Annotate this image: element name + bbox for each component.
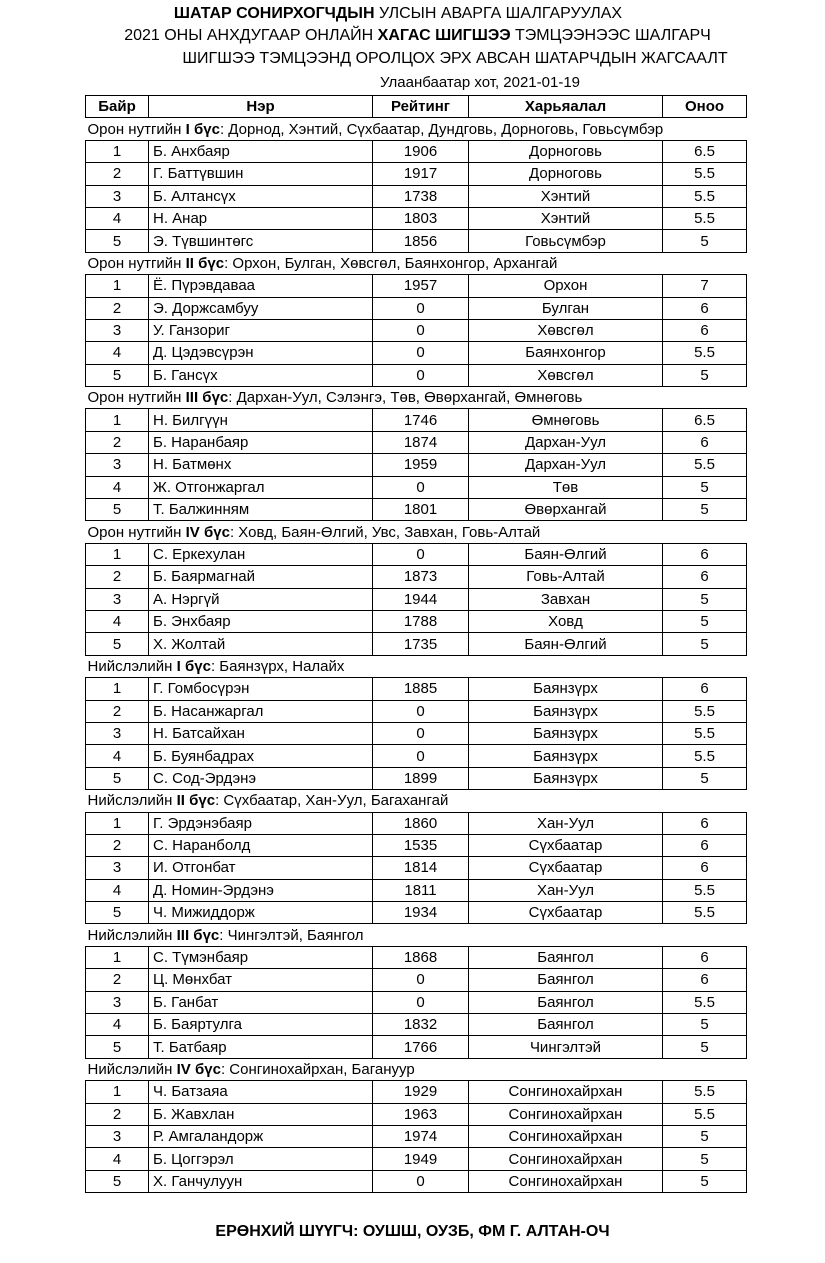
- score-cell: 5.5: [663, 454, 747, 476]
- rating-cell: 1860: [373, 812, 469, 834]
- place-cell: 5: [86, 499, 149, 521]
- place-cell: 3: [86, 991, 149, 1013]
- score-cell: 5.5: [663, 879, 747, 901]
- rating-cell: 1746: [373, 409, 469, 431]
- affiliation-cell: Сүхбаатар: [469, 834, 663, 856]
- rating-cell: 1735: [373, 633, 469, 655]
- section-regions: : Чингэлтэй, Баянгол: [219, 926, 364, 944]
- rating-cell: 1959: [373, 454, 469, 476]
- table-row: [86, 207, 747, 229]
- affiliation-cell: Сүхбаатар: [469, 902, 663, 924]
- table-row: [86, 566, 747, 588]
- table-row: [86, 588, 747, 610]
- name-cell: Б. Энхбаяр: [149, 610, 373, 632]
- affiliation-cell: Баянзүрх: [469, 700, 663, 722]
- rating-cell: 1814: [373, 857, 469, 879]
- col-header-place: Байр: [86, 96, 149, 118]
- col-header-name: Нэр: [149, 96, 373, 118]
- affiliation-cell: Баянзүрх: [469, 745, 663, 767]
- section-zone: III бүс: [176, 926, 220, 944]
- title-line-2-pre: 2021 ОНЫ АНХДУГААР ОНЛАЙН: [124, 27, 378, 44]
- place-cell: 2: [86, 700, 149, 722]
- table-row: [86, 1125, 747, 1147]
- score-cell: 5.5: [663, 1081, 747, 1103]
- section-row: [86, 252, 747, 274]
- section-regions: : Сүхбаатар, Хан-Уул, Багахангай: [215, 792, 449, 810]
- section-regions: : Баянзүрх, Налайх: [210, 657, 345, 675]
- section-prefix: Орон нутгийн: [87, 523, 186, 541]
- rating-cell: 0: [373, 969, 469, 991]
- affiliation-cell: Баянгол: [469, 1014, 663, 1036]
- table-row: [86, 1103, 747, 1125]
- place-cell: 4: [86, 476, 149, 498]
- place-cell: 2: [86, 566, 149, 588]
- rating-cell: 1957: [373, 275, 469, 297]
- section-label: [86, 1058, 747, 1080]
- section-label: [86, 790, 747, 812]
- name-cell: Г. Баттүвшин: [149, 163, 373, 185]
- section-row: [86, 924, 747, 946]
- score-cell: 5: [663, 1014, 747, 1036]
- place-cell: 5: [86, 1036, 149, 1058]
- section-regions: : Орхон, Булган, Хөвсгөл, Баянхонгор, Архангай: [224, 254, 558, 272]
- affiliation-cell: Сонгинохайрхан: [469, 1170, 663, 1192]
- score-cell: 5: [663, 230, 747, 252]
- title-rest: УЛСЫН АВАРГА ШАЛГАРУУЛАХ: [374, 5, 623, 22]
- name-cell: Н. Батмөнх: [149, 454, 373, 476]
- rating-cell: 0: [373, 745, 469, 767]
- section-row: [86, 387, 747, 409]
- rating-cell: 0: [373, 476, 469, 498]
- affiliation-cell: Сонгинохайрхан: [469, 1125, 663, 1147]
- table-row: [86, 1148, 747, 1170]
- name-cell: Ч. Батзаяа: [149, 1081, 373, 1103]
- col-header-affiliation: Харьяалал: [469, 96, 663, 118]
- affiliation-cell: Хан-Уул: [469, 812, 663, 834]
- table-row: [86, 767, 747, 789]
- name-cell: Ж. Отгонжаргал: [149, 476, 373, 498]
- place-cell: 4: [86, 342, 149, 364]
- name-cell: Д. Цэдэвсүрэн: [149, 342, 373, 364]
- rating-cell: 1803: [373, 207, 469, 229]
- score-cell: 5: [663, 1125, 747, 1147]
- name-cell: Х. Ганчулуун: [149, 1170, 373, 1192]
- place-cell: 5: [86, 767, 149, 789]
- section-row: [86, 118, 747, 140]
- affiliation-cell: Дорноговь: [469, 163, 663, 185]
- place-cell: 3: [86, 722, 149, 744]
- place-cell: 4: [86, 1148, 149, 1170]
- section-label: [86, 924, 747, 946]
- name-cell: Ч. Мижиддорж: [149, 902, 373, 924]
- affiliation-cell: Өмнөговь: [469, 409, 663, 431]
- score-cell: 5: [663, 610, 747, 632]
- score-cell: 6: [663, 431, 747, 453]
- name-cell: Б. Буянбадрах: [149, 745, 373, 767]
- name-cell: Б. Ганбат: [149, 991, 373, 1013]
- table-row: [86, 409, 747, 431]
- score-cell: 5: [663, 633, 747, 655]
- score-cell: 5.5: [663, 902, 747, 924]
- place-cell: 4: [86, 207, 149, 229]
- rating-cell: 0: [373, 1170, 469, 1192]
- table-row: [86, 879, 747, 901]
- name-cell: Б. Анхбаяр: [149, 140, 373, 162]
- section-prefix: Орон нутгийн: [87, 254, 186, 272]
- table-row: [86, 454, 747, 476]
- rating-cell: 1885: [373, 678, 469, 700]
- name-cell: Б. Цоггэрэл: [149, 1148, 373, 1170]
- section-row: [86, 1058, 747, 1080]
- rating-cell: 1899: [373, 767, 469, 789]
- score-cell: 6: [663, 678, 747, 700]
- affiliation-cell: Сонгинохайрхан: [469, 1081, 663, 1103]
- place-cell: 3: [86, 185, 149, 207]
- affiliation-cell: Баянзүрх: [469, 722, 663, 744]
- place-cell: 5: [86, 364, 149, 386]
- rating-cell: 1963: [373, 1103, 469, 1125]
- place-cell: 3: [86, 454, 149, 476]
- rating-cell: 1832: [373, 1014, 469, 1036]
- section-prefix: Нийслэлийн: [87, 657, 177, 675]
- score-cell: 5.5: [663, 207, 747, 229]
- rating-cell: 1974: [373, 1125, 469, 1147]
- table-row: [86, 342, 747, 364]
- rating-cell: 1944: [373, 588, 469, 610]
- name-cell: Ё. Пүрэвдаваа: [149, 275, 373, 297]
- name-cell: Б. Гансүх: [149, 364, 373, 386]
- section-zone: IV бүс: [185, 523, 230, 541]
- score-cell: 5: [663, 1148, 747, 1170]
- place-cell: 1: [86, 812, 149, 834]
- rating-cell: 1929: [373, 1081, 469, 1103]
- score-cell: 5.5: [663, 991, 747, 1013]
- affiliation-cell: Баянхонгор: [469, 342, 663, 364]
- name-cell: С. Наранболд: [149, 834, 373, 856]
- score-cell: 6: [663, 946, 747, 968]
- score-cell: 6: [663, 857, 747, 879]
- name-cell: Б. Баяртулга: [149, 1014, 373, 1036]
- score-cell: 5.5: [663, 745, 747, 767]
- affiliation-cell: Төв: [469, 476, 663, 498]
- score-cell: 5.5: [663, 163, 747, 185]
- rating-cell: 0: [373, 342, 469, 364]
- place-cell: 4: [86, 879, 149, 901]
- place-cell: 1: [86, 543, 149, 565]
- rating-cell: 0: [373, 991, 469, 1013]
- rating-cell: 0: [373, 722, 469, 744]
- affiliation-cell: Хөвсгөл: [469, 364, 663, 386]
- score-cell: 5: [663, 476, 747, 498]
- affiliation-cell: Сонгинохайрхан: [469, 1148, 663, 1170]
- place-cell: 3: [86, 1125, 149, 1147]
- rating-cell: 0: [373, 543, 469, 565]
- affiliation-cell: Хэнтий: [469, 185, 663, 207]
- affiliation-cell: Дархан-Уул: [469, 454, 663, 476]
- name-cell: Н. Билгүүн: [149, 409, 373, 431]
- score-cell: 5: [663, 1036, 747, 1058]
- name-cell: А. Нэргүй: [149, 588, 373, 610]
- table-row: [86, 1081, 747, 1103]
- place-cell: 2: [86, 163, 149, 185]
- score-cell: 6.5: [663, 140, 747, 162]
- score-cell: 5: [663, 588, 747, 610]
- score-cell: 5: [663, 364, 747, 386]
- name-cell: У. Ганзориг: [149, 319, 373, 341]
- score-cell: 6: [663, 812, 747, 834]
- name-cell: Б. Наранбаяр: [149, 431, 373, 453]
- section-row: [86, 790, 747, 812]
- name-cell: Н. Анар: [149, 207, 373, 229]
- score-cell: 5: [663, 1170, 747, 1192]
- table-row: [86, 834, 747, 856]
- name-cell: Г. Эрдэнэбаяр: [149, 812, 373, 834]
- score-cell: 5.5: [663, 185, 747, 207]
- table-row: [86, 1014, 747, 1036]
- score-cell: 6: [663, 543, 747, 565]
- title-bold: ШАТАР СОНИРХОГЧДЫН: [173, 5, 375, 22]
- place-cell: 3: [86, 588, 149, 610]
- rating-cell: 1934: [373, 902, 469, 924]
- score-cell: 6: [663, 834, 747, 856]
- table-row: [86, 275, 747, 297]
- rating-cell: 1766: [373, 1036, 469, 1058]
- name-cell: Э. Доржсамбуу: [149, 297, 373, 319]
- rating-cell: 1868: [373, 946, 469, 968]
- results-table: [85, 95, 747, 1193]
- place-cell: 5: [86, 902, 149, 924]
- rating-cell: 1856: [373, 230, 469, 252]
- name-cell: Н. Батсайхан: [149, 722, 373, 744]
- title-line-2-post: ТЭМЦЭЭНЭЭС ШАЛГАРЧ: [510, 27, 711, 44]
- table-row: [86, 163, 747, 185]
- score-cell: 6: [663, 969, 747, 991]
- table-row: [86, 946, 747, 968]
- name-cell: Б. Баярмагнай: [149, 566, 373, 588]
- place-cell: 3: [86, 319, 149, 341]
- table-row: [86, 969, 747, 991]
- section-prefix: Нийслэлийн: [87, 1060, 177, 1078]
- score-cell: 5.5: [663, 1103, 747, 1125]
- affiliation-cell: Сүхбаатар: [469, 857, 663, 879]
- place-cell: 5: [86, 633, 149, 655]
- title-line-3: ШИГШЭЭ ТЭМЦЭЭНД ОРОЛЦОХ ЭРХ АВСАН ШАТАРЧДЫН ЖАГСААЛТ: [182, 50, 728, 67]
- section-prefix: Орон нутгийн: [87, 389, 186, 407]
- place-cell: 2: [86, 431, 149, 453]
- col-header-rating: Рейтинг: [373, 96, 469, 118]
- place-cell: 4: [86, 610, 149, 632]
- table-row: [86, 230, 747, 252]
- table-row: [86, 857, 747, 879]
- section-prefix: Нийслэлийн: [87, 926, 177, 944]
- affiliation-cell: Хан-Уул: [469, 879, 663, 901]
- rating-cell: 1811: [373, 879, 469, 901]
- section-regions: : Ховд, Баян-Өлгий, Увс, Завхан, Говь-Алтай: [229, 523, 541, 541]
- table-row: [86, 476, 747, 498]
- section-prefix: Нийслэлийн: [87, 792, 177, 810]
- rating-cell: 1906: [373, 140, 469, 162]
- table-row: [86, 745, 747, 767]
- score-cell: 6: [663, 319, 747, 341]
- col-header-score: Оноо: [663, 96, 747, 118]
- section-label: [86, 118, 747, 140]
- place-cell: 5: [86, 1170, 149, 1192]
- affiliation-cell: Орхон: [469, 275, 663, 297]
- affiliation-cell: Баян-Өлгий: [469, 633, 663, 655]
- table-row: [86, 812, 747, 834]
- affiliation-cell: Баянзүрх: [469, 678, 663, 700]
- name-cell: Б. Насанжаргал: [149, 700, 373, 722]
- place-cell: 1: [86, 1081, 149, 1103]
- table-row: [86, 902, 747, 924]
- place-cell: 1: [86, 140, 149, 162]
- rating-cell: 1535: [373, 834, 469, 856]
- table-row: [86, 297, 747, 319]
- rating-cell: 1874: [373, 431, 469, 453]
- table-row: [86, 991, 747, 1013]
- rating-cell: 1873: [373, 566, 469, 588]
- place-cell: 4: [86, 1014, 149, 1036]
- place-cell: 2: [86, 297, 149, 319]
- chief-arbiter: ЕРӨНХИЙ ШҮҮГЧ: ОУШШ, ОУЗБ, ФМ Г. АЛТАН-ОЧ: [215, 1223, 610, 1240]
- rating-cell: 0: [373, 319, 469, 341]
- table-row: [86, 678, 747, 700]
- place-cell: 1: [86, 275, 149, 297]
- affiliation-cell: Баян-Өлгий: [469, 543, 663, 565]
- name-cell: Д. Номин-Эрдэнэ: [149, 879, 373, 901]
- rating-cell: 1801: [373, 499, 469, 521]
- location-date: Улаанбаатар хот, 2021-01-19: [379, 74, 581, 91]
- place-cell: 2: [86, 834, 149, 856]
- table-row: [86, 1036, 747, 1058]
- name-cell: Г. Гомбосүрэн: [149, 678, 373, 700]
- rating-cell: 0: [373, 700, 469, 722]
- rating-cell: 0: [373, 297, 469, 319]
- table-row: [86, 364, 747, 386]
- affiliation-cell: Чингэлтэй: [469, 1036, 663, 1058]
- table-row: [86, 610, 747, 632]
- section-label: [86, 521, 747, 543]
- title-line-2: [0, 26, 825, 46]
- score-cell: 6.5: [663, 409, 747, 431]
- affiliation-cell: Хэнтий: [469, 207, 663, 229]
- place-cell: 4: [86, 745, 149, 767]
- table-row: [86, 140, 747, 162]
- affiliation-cell: Баянгол: [469, 969, 663, 991]
- place-cell: 5: [86, 230, 149, 252]
- score-cell: 5.5: [663, 722, 747, 744]
- place-cell: 1: [86, 946, 149, 968]
- name-cell: Т. Батбаяр: [149, 1036, 373, 1058]
- section-zone: II бүс: [176, 792, 216, 810]
- score-cell: 7: [663, 275, 747, 297]
- section-zone: III бүс: [185, 389, 229, 407]
- table-row: [86, 633, 747, 655]
- section-regions: : Дорнод, Хэнтий, Сүхбаатар, Дундговь, Дорноговь, Говьсүмбэр: [219, 120, 664, 138]
- name-cell: Б. Алтансүх: [149, 185, 373, 207]
- place-cell: 3: [86, 857, 149, 879]
- table-row: [86, 543, 747, 565]
- section-zone: I бүс: [176, 657, 211, 675]
- table-row: [86, 499, 747, 521]
- place-cell: 1: [86, 678, 149, 700]
- name-cell: Р. Амгаландорж: [149, 1125, 373, 1147]
- section-row: [86, 655, 747, 677]
- score-cell: 6: [663, 297, 747, 319]
- affiliation-cell: Баянгол: [469, 946, 663, 968]
- name-cell: С. Еркехулан: [149, 543, 373, 565]
- rating-cell: 1738: [373, 185, 469, 207]
- affiliation-cell: Говьсүмбэр: [469, 230, 663, 252]
- section-label: [86, 252, 747, 274]
- table-row: [86, 319, 747, 341]
- affiliation-cell: Говь-Алтай: [469, 566, 663, 588]
- rating-cell: 1788: [373, 610, 469, 632]
- section-label: [86, 387, 747, 409]
- name-cell: Ц. Мөнхбат: [149, 969, 373, 991]
- table-row: [86, 431, 747, 453]
- table-row: [86, 722, 747, 744]
- affiliation-cell: Баянгол: [469, 991, 663, 1013]
- section-regions: : Дархан-Уул, Сэлэнгэ, Төв, Өвөрхангай, Өмнөговь: [228, 389, 583, 407]
- affiliation-cell: Өвөрхангай: [469, 499, 663, 521]
- affiliation-cell: Завхан: [469, 588, 663, 610]
- name-cell: Т. Балжинням: [149, 499, 373, 521]
- name-cell: Б. Жавхлан: [149, 1103, 373, 1125]
- section-regions: : Сонгинохайрхан, Багануур: [220, 1060, 415, 1078]
- affiliation-cell: Булган: [469, 297, 663, 319]
- score-cell: 5.5: [663, 342, 747, 364]
- affiliation-cell: Хөвсгөл: [469, 319, 663, 341]
- place-cell: 2: [86, 1103, 149, 1125]
- section-row: [86, 521, 747, 543]
- affiliation-cell: Баянзүрх: [469, 767, 663, 789]
- affiliation-cell: Ховд: [469, 610, 663, 632]
- section-label: [86, 655, 747, 677]
- section-zone: I бүс: [185, 120, 220, 138]
- table-row: [86, 700, 747, 722]
- section-prefix: Орон нутгийн: [87, 120, 186, 138]
- table-header-row: [86, 96, 747, 118]
- score-cell: 5: [663, 499, 747, 521]
- affiliation-cell: Дорноговь: [469, 140, 663, 162]
- name-cell: Э. Түвшинтөгс: [149, 230, 373, 252]
- section-zone: II бүс: [185, 254, 225, 272]
- place-cell: 2: [86, 969, 149, 991]
- affiliation-cell: Дархан-Уул: [469, 431, 663, 453]
- rating-cell: 1917: [373, 163, 469, 185]
- section-zone: IV бүс: [176, 1060, 221, 1078]
- score-cell: 5: [663, 767, 747, 789]
- place-cell: 1: [86, 409, 149, 431]
- title-line-2-bold: ХАГАС ШИГШЭЭ: [377, 27, 511, 44]
- title-line-1: [48, 4, 748, 24]
- table-row: [86, 185, 747, 207]
- name-cell: Х. Жолтай: [149, 633, 373, 655]
- rating-cell: 0: [373, 364, 469, 386]
- table-row: [86, 1170, 747, 1192]
- name-cell: С. Түмэнбаяр: [149, 946, 373, 968]
- name-cell: С. Сод-Эрдэнэ: [149, 767, 373, 789]
- name-cell: И. Отгонбат: [149, 857, 373, 879]
- affiliation-cell: Сонгинохайрхан: [469, 1103, 663, 1125]
- score-cell: 6: [663, 566, 747, 588]
- rating-cell: 1949: [373, 1148, 469, 1170]
- score-cell: 5.5: [663, 700, 747, 722]
